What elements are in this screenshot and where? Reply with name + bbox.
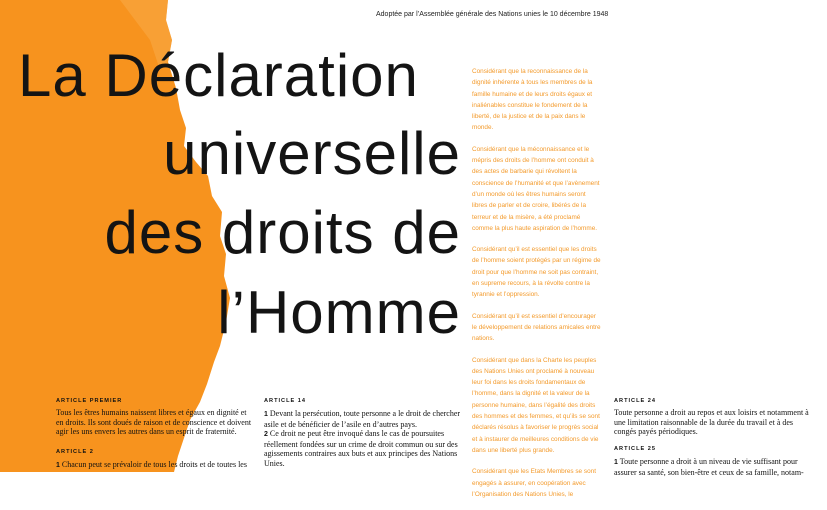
- article-premier-heading: ARTICLE PREMIER: [56, 398, 123, 404]
- article-premier-text: [56, 408, 254, 437]
- article-24-paragraph: Toute personne a droit au repos et aux loisirs et notamment à une limitation raisonnable de la durée du travail et à des congés payés périodiques.: [614, 408, 809, 437]
- article-14-p1: Devant la persécution, toute personne a le droit de chercher asile et de bénéficier de l’asile en d’autres pays.: [264, 409, 461, 429]
- article-14-text: [264, 409, 462, 469]
- article-2-heading: ARTICLE 2: [56, 449, 94, 455]
- article-25-number: 1: [614, 459, 618, 466]
- preamble-paragraph: Considérant que les Etats Membres se sont engagés à assurer, en coopération avec l’Organisation des Nations Unies, le: [472, 468, 596, 498]
- article-2-paragraph: Chacun peut se prévaloir de tous les droits et de toutes les: [61, 460, 247, 469]
- title-line-2: universelle: [163, 120, 461, 187]
- title-line-4: l’Homme: [217, 279, 461, 346]
- article-premier-paragraph: Tous les êtres humains naissent libres et égaux en dignité et en droits. Ils sont doués de raison et de conscience et doivent agir les uns envers les autres dans un esprit de fraternité.: [56, 408, 252, 437]
- article-14-heading: ARTICLE 14: [264, 398, 307, 404]
- preamble-paragraph: Considérant que dans la Charte les peuples des Nations Unies ont proclamé à nouveau leur foi dans les droits fondamentaux de l’homme, dans la dignité et la valeur de la personne humaine, dans l’égalité des droits des hommes et des femmes, et qu’ils se sont déclarés résolus à favoriser le progrès social et à instaurer de meilleures conditions de vie dans une liberté plus grande.: [472, 356, 600, 454]
- adoption-subtitle: Adoptée par l’Assemblée générale des Nations unies le 10 décembre 1948: [376, 11, 609, 18]
- preamble-paragraph: Considérant que la méconnaissance et le mépris des droits de l’homme ont conduit à des actes de barbarie qui révoltent la conscience de l’humanité et que l’avènement d’un monde où les êtres humains seront libres de parler et de croire, libérés de la terreur et de la misère, a été proclamé comme la plus haute aspiration de l’homme.: [472, 145, 600, 232]
- article-25-paragraph: Toute personne a droit à un niveau de vie suffisant pour assurer sa santé, son bien-être et ceux de sa famille, notam-: [614, 457, 804, 477]
- article-24-heading: ARTICLE 24: [614, 398, 657, 404]
- title-line-3: des droits de: [104, 199, 461, 266]
- article-24-text: [614, 408, 814, 437]
- title-line-1: La Déclaration: [18, 42, 419, 109]
- preamble-paragraph: Considérant qu’il est essentiel que les droits de l’homme soient protégés par un régime de droit pour que l’homme ne soit pas contraint, en supreme recours, à la révolte contre la tyrannie et l’oppression.: [472, 246, 601, 299]
- article-25-text: [614, 457, 814, 477]
- article-14-p2-number: 2: [264, 431, 268, 439]
- article-14-p2: Ce droit ne peut être invoqué dans le cas de poursuites réellement fondées sur un crime de droit commun ou sur des agissements contraires aux buts et aux principes des Nations Unies.: [264, 429, 458, 468]
- article-2-number: 1: [56, 462, 60, 469]
- article-2-text: [56, 460, 254, 471]
- preamble-column: [472, 66, 602, 510]
- preamble-paragraph: Considérant qu’il est essentiel d’encourager le développement de relations amicales entre nations.: [472, 312, 601, 343]
- article-25-heading: ARTICLE 25: [614, 446, 657, 452]
- article-14-p1-number: 1: [264, 411, 268, 418]
- preamble-paragraph: Considérant que la reconnaissance de la dignité inhérente à tous les membres de la famille humaine et de leurs droits égaux et inaliénables constitue le fondement de la liberté, de la justice et de la paix dans le monde.: [472, 68, 593, 132]
